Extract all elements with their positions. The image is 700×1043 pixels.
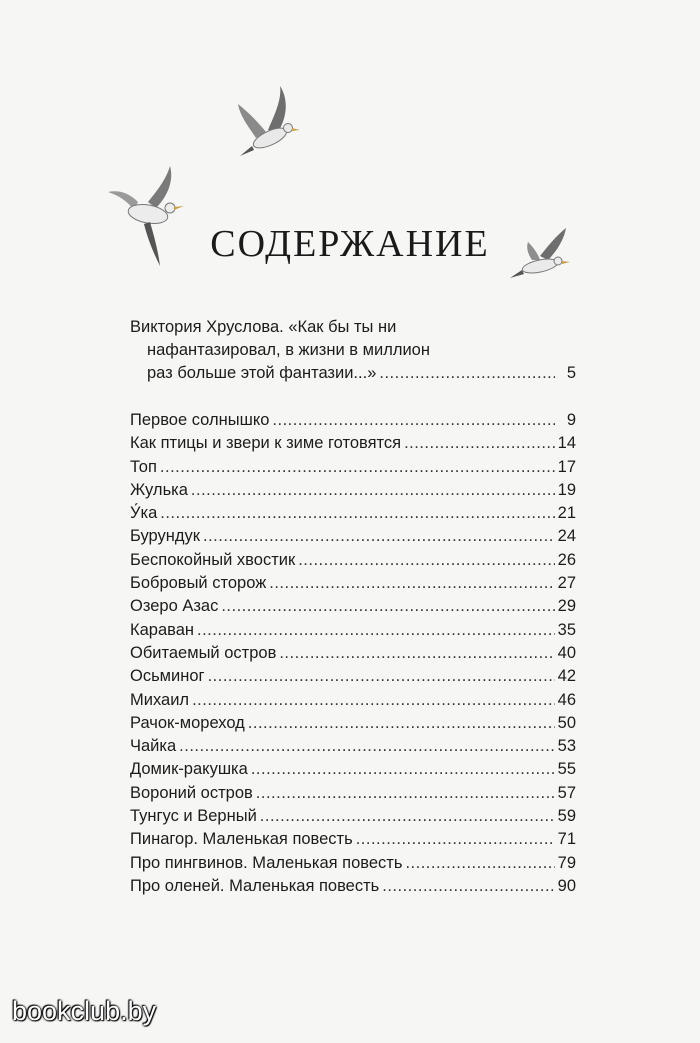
dot-leader [160, 456, 555, 479]
dot-leader [279, 642, 554, 665]
dot-leader [179, 735, 554, 758]
entry-title: Михаил [130, 690, 190, 709]
entry-title: Обитаемый остров [130, 643, 277, 662]
toc-entry [130, 409, 576, 432]
page-number: 55 [557, 760, 576, 779]
page-number: 9 [566, 411, 576, 429]
page-number: 90 [557, 876, 576, 895]
toc-entry [130, 432, 576, 455]
watermark: bookclub.by [12, 996, 157, 1026]
entry-title: У́ка [130, 504, 158, 523]
page-number: 50 [557, 713, 576, 732]
entry-title: Первое солнышко [130, 411, 270, 429]
dot-leader [203, 525, 555, 548]
entry-title: Рачок-мореход [130, 713, 245, 732]
toc-entry [130, 456, 576, 479]
dot-leader [404, 432, 555, 455]
dot-leader [405, 852, 554, 875]
page-number: 27 [557, 574, 576, 593]
toc-entry [130, 758, 576, 781]
toc-entry [130, 805, 576, 828]
page-number: 21 [557, 504, 576, 523]
page-number: 71 [557, 830, 576, 849]
page-number: 46 [557, 690, 576, 709]
toc-entry [130, 479, 576, 502]
intro-line: раз больше этой фантазии...» [147, 364, 377, 382]
toc-list [130, 409, 576, 898]
page-number: 5 [566, 364, 576, 382]
dot-leader [160, 502, 554, 525]
toc-intro [130, 316, 576, 385]
page-number: 14 [557, 434, 576, 453]
entry-title: Озеро Азас [130, 597, 219, 616]
toc-entry [130, 665, 576, 688]
toc-entry [130, 875, 576, 898]
dot-leader [382, 875, 554, 898]
toc-entry [130, 828, 576, 851]
toc-entry [130, 852, 576, 875]
dot-leader [197, 619, 555, 642]
intro-last-line [130, 362, 576, 385]
page-number: 35 [557, 620, 576, 639]
page-number: 59 [557, 807, 576, 826]
entry-title: Жулька [130, 480, 188, 499]
dot-leader [298, 549, 554, 572]
toc-entry [130, 689, 576, 712]
entry-title: Про оленей. Маленькая повесть [130, 876, 380, 895]
toc-entry [130, 782, 576, 805]
toc-entry [130, 525, 576, 548]
toc-entry [130, 642, 576, 665]
entry-title: Как птицы и звери к зиме готовятся [130, 434, 402, 453]
entry-title: Бобровый сторож [130, 574, 267, 593]
page-number: 79 [557, 853, 576, 872]
page-number: 57 [557, 783, 576, 802]
entry-title: Топ [130, 457, 157, 476]
toc-entry [130, 549, 576, 572]
entry-title: Пинагор. Маленькая повесть [130, 830, 353, 849]
toc-entry [130, 572, 576, 595]
page-number: 19 [557, 480, 576, 499]
seagull-icon [238, 86, 308, 166]
entry-title: Осьминог [130, 667, 205, 686]
entry-title: Вороний остров [130, 783, 253, 802]
entry-title: Про пингвинов. Маленькая повесть [130, 853, 403, 872]
toc-entry [130, 502, 576, 525]
page-number: 42 [557, 667, 576, 686]
toc-entry [130, 619, 576, 642]
dot-leader [272, 409, 555, 432]
page-number: 40 [557, 643, 576, 662]
toc-entry [130, 735, 576, 758]
entry-title: Тунгус и Верный [130, 807, 257, 826]
dot-leader [208, 665, 555, 688]
page-number: 53 [557, 737, 576, 756]
intro-line: нафантазировал, в жизни в миллион [147, 341, 430, 359]
dot-leader [251, 758, 555, 781]
entry-title: Бурундук [130, 527, 200, 546]
page-number: 26 [557, 550, 576, 569]
entry-title: Караван [130, 620, 195, 639]
dot-leader [356, 828, 555, 851]
toc-entry [130, 712, 576, 735]
toc-entry [130, 595, 576, 618]
intro-line: Виктория Хруслова. «Как бы ты ни [130, 318, 397, 336]
dot-leader [191, 479, 555, 502]
page-title: СОДЕРЖАНИЕ [210, 223, 490, 265]
page-number: 24 [557, 527, 576, 546]
page-number: 29 [557, 597, 576, 616]
dot-leader [221, 595, 554, 618]
dot-leader [260, 805, 555, 828]
dot-leader [192, 689, 555, 712]
dot-leader [269, 572, 554, 595]
entry-title: Домик-ракушка [130, 760, 248, 779]
entry-title: Чайка [130, 737, 177, 756]
dot-leader [379, 362, 555, 385]
entry-title: Беспокойный хвостик [130, 550, 296, 569]
dot-leader [248, 712, 555, 735]
dot-leader [256, 782, 555, 805]
page-number: 17 [557, 457, 576, 476]
